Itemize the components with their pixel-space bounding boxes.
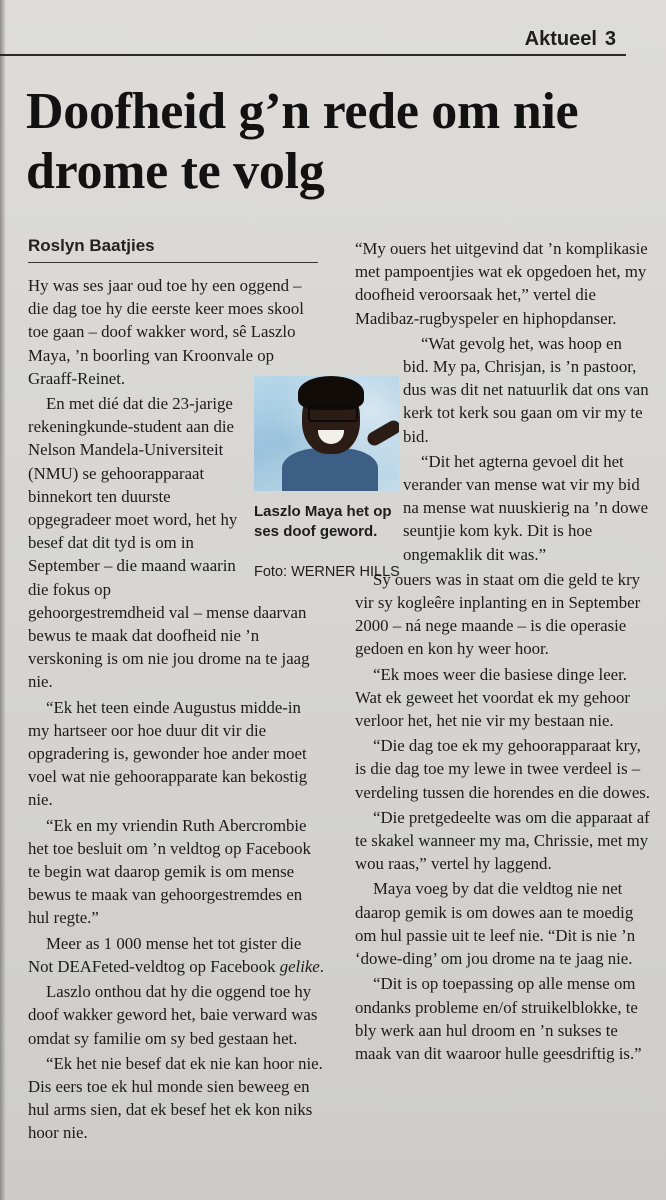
paragraph-1: Hy was ses jaar oud toe hy een oggend – die dag toe hy die eerste keer moes skool toe gaan – doof wakker word, sê Laszlo Maya, ’n boorling van Kroonvale op Graaff-Reinet. (28, 276, 304, 388)
paragraph-5: Meer as 1 000 mense het tot gister die Not DEAFeted-veldtog op Facebook gelike. (28, 933, 324, 976)
paragraph-2: En met dié dat die 23-jarige rekeningkunde-student aan die Nelson Mandela-Universiteit (NMU) se gehoorapparaat binnekort ten duurste opgegradeer moet word, het hy besef dat dit tyd is om in September – die maand waarin die fokus op gehoorgestremdheid val – mense daarvan bewus te maak dat doofheid nie ’n verskoning is om nie jou drome na te jaag nie. (28, 394, 310, 692)
byline: Roslyn Baatjies (28, 236, 155, 255)
header-rule (0, 54, 626, 56)
section-name: Aktueel (524, 28, 597, 50)
paragraph-9: “Wat gevolg het, was hoop en bid. My pa, Chrisjan, is ’n pastoor, dus was dit net natuurlik dat ons van kerk tot kerk sou gaan om vir my te bid. (403, 333, 649, 446)
paragraph-4: “Ek en my vriendin Ruth Abercrombie het toe besluit om ’n veldtog op Facebook te begin wat daarop gemik is om mense bewus te maak van gehoorgestremdes en hul regte.” (28, 815, 311, 928)
paragraph-11: Sy ouers was in staat om die geld te kry vir sy kogleêre inplanting en in September 2000 – ná nege maande – is die operasie gedoen en kon hy weer hoor. (355, 569, 641, 659)
gelike-word: gelike (279, 956, 320, 976)
section-header (525, 28, 616, 51)
byline-rule (28, 262, 318, 263)
photo-caption: Laszlo Maya het op ses doof geword. (254, 503, 392, 540)
portrait-photo (254, 376, 399, 491)
page-edge-shadow (0, 0, 6, 1200)
photo-person-hair (298, 376, 364, 410)
article-column-right (355, 237, 651, 1067)
paragraph-7: “Ek het nie besef dat ek nie kan hoor nie. Dis eers toe ek hul monde sien beweeg en hul arms sien, dat ek besef het ek kon niks hoor nie. (28, 1053, 323, 1143)
photo-person-body (282, 448, 378, 491)
paragraph-12: “Ek moes weer die basiese dinge leer. Wat ek geweet het voordat ek my gehoor verloor het, het nie vir my bestaan nie. (355, 664, 630, 731)
headline: Doofheid g’n rede om nie drome te volg (26, 83, 579, 200)
page-number: 3 (604, 28, 616, 50)
paragraph-14: “Die pretgedeelte was om die apparaat af te skakel wanneer my ma, Chrissie, met my wou raas,” vertel hy laggend. (355, 807, 650, 874)
paragraph-3: “Ek het teen einde Augustus midde-in my hartseer oor hoe duur dit vir die opgradering is, gewonder hoe ander moet voel wat nie gehoorapparate kan bekostig nie. (28, 697, 308, 810)
photo-credit: Foto: WERNER HILLS (254, 564, 400, 580)
paragraph-6: Laszlo onthou dat hy die oggend toe hy doof wakker geword het, baie verward was omdat sy familie om sy bed gestaan het. (28, 982, 318, 1048)
paragraph-10: “Dit het agterna gevoel dit het verander van mense wat vir my bid na mense wat nuuskierig na ’n dowe seuntjie kom kyk. Dit is hoe ongemaklik dit was.” (403, 451, 649, 564)
paragraph-13: “Die dag toe ek my gehoorapparaat kry, is die dag toe my lewe in twee verdeel is – verdeling tussen die horendes en die dowes. (355, 736, 650, 802)
photo-person-glasses (308, 406, 358, 422)
paragraph-16: “Dit is op toepassing op alle mense om ondanks probleme en/of struikelblokke, te bly werk aan hul droom en ’n sukses te maak van dit waaroor hulle geesdriftig is.” (355, 974, 642, 1063)
paragraph-15: Maya voeg by dat die veldtog nie net daarop gemik is om dowes aan te moedig om hul passie uit te leef nie. “Dit is nie ’n ‘dowe-ding’ om jou drome na te jaag nie. (355, 879, 636, 969)
paragraph-8: “My ouers het uitgevind dat ’n komplikasie met pampoentjies wat ek opgedoen het, my doofheid veroorsaak het,” vertel die Madibaz-rugbyspeler en hiphopdanser. (355, 239, 648, 328)
